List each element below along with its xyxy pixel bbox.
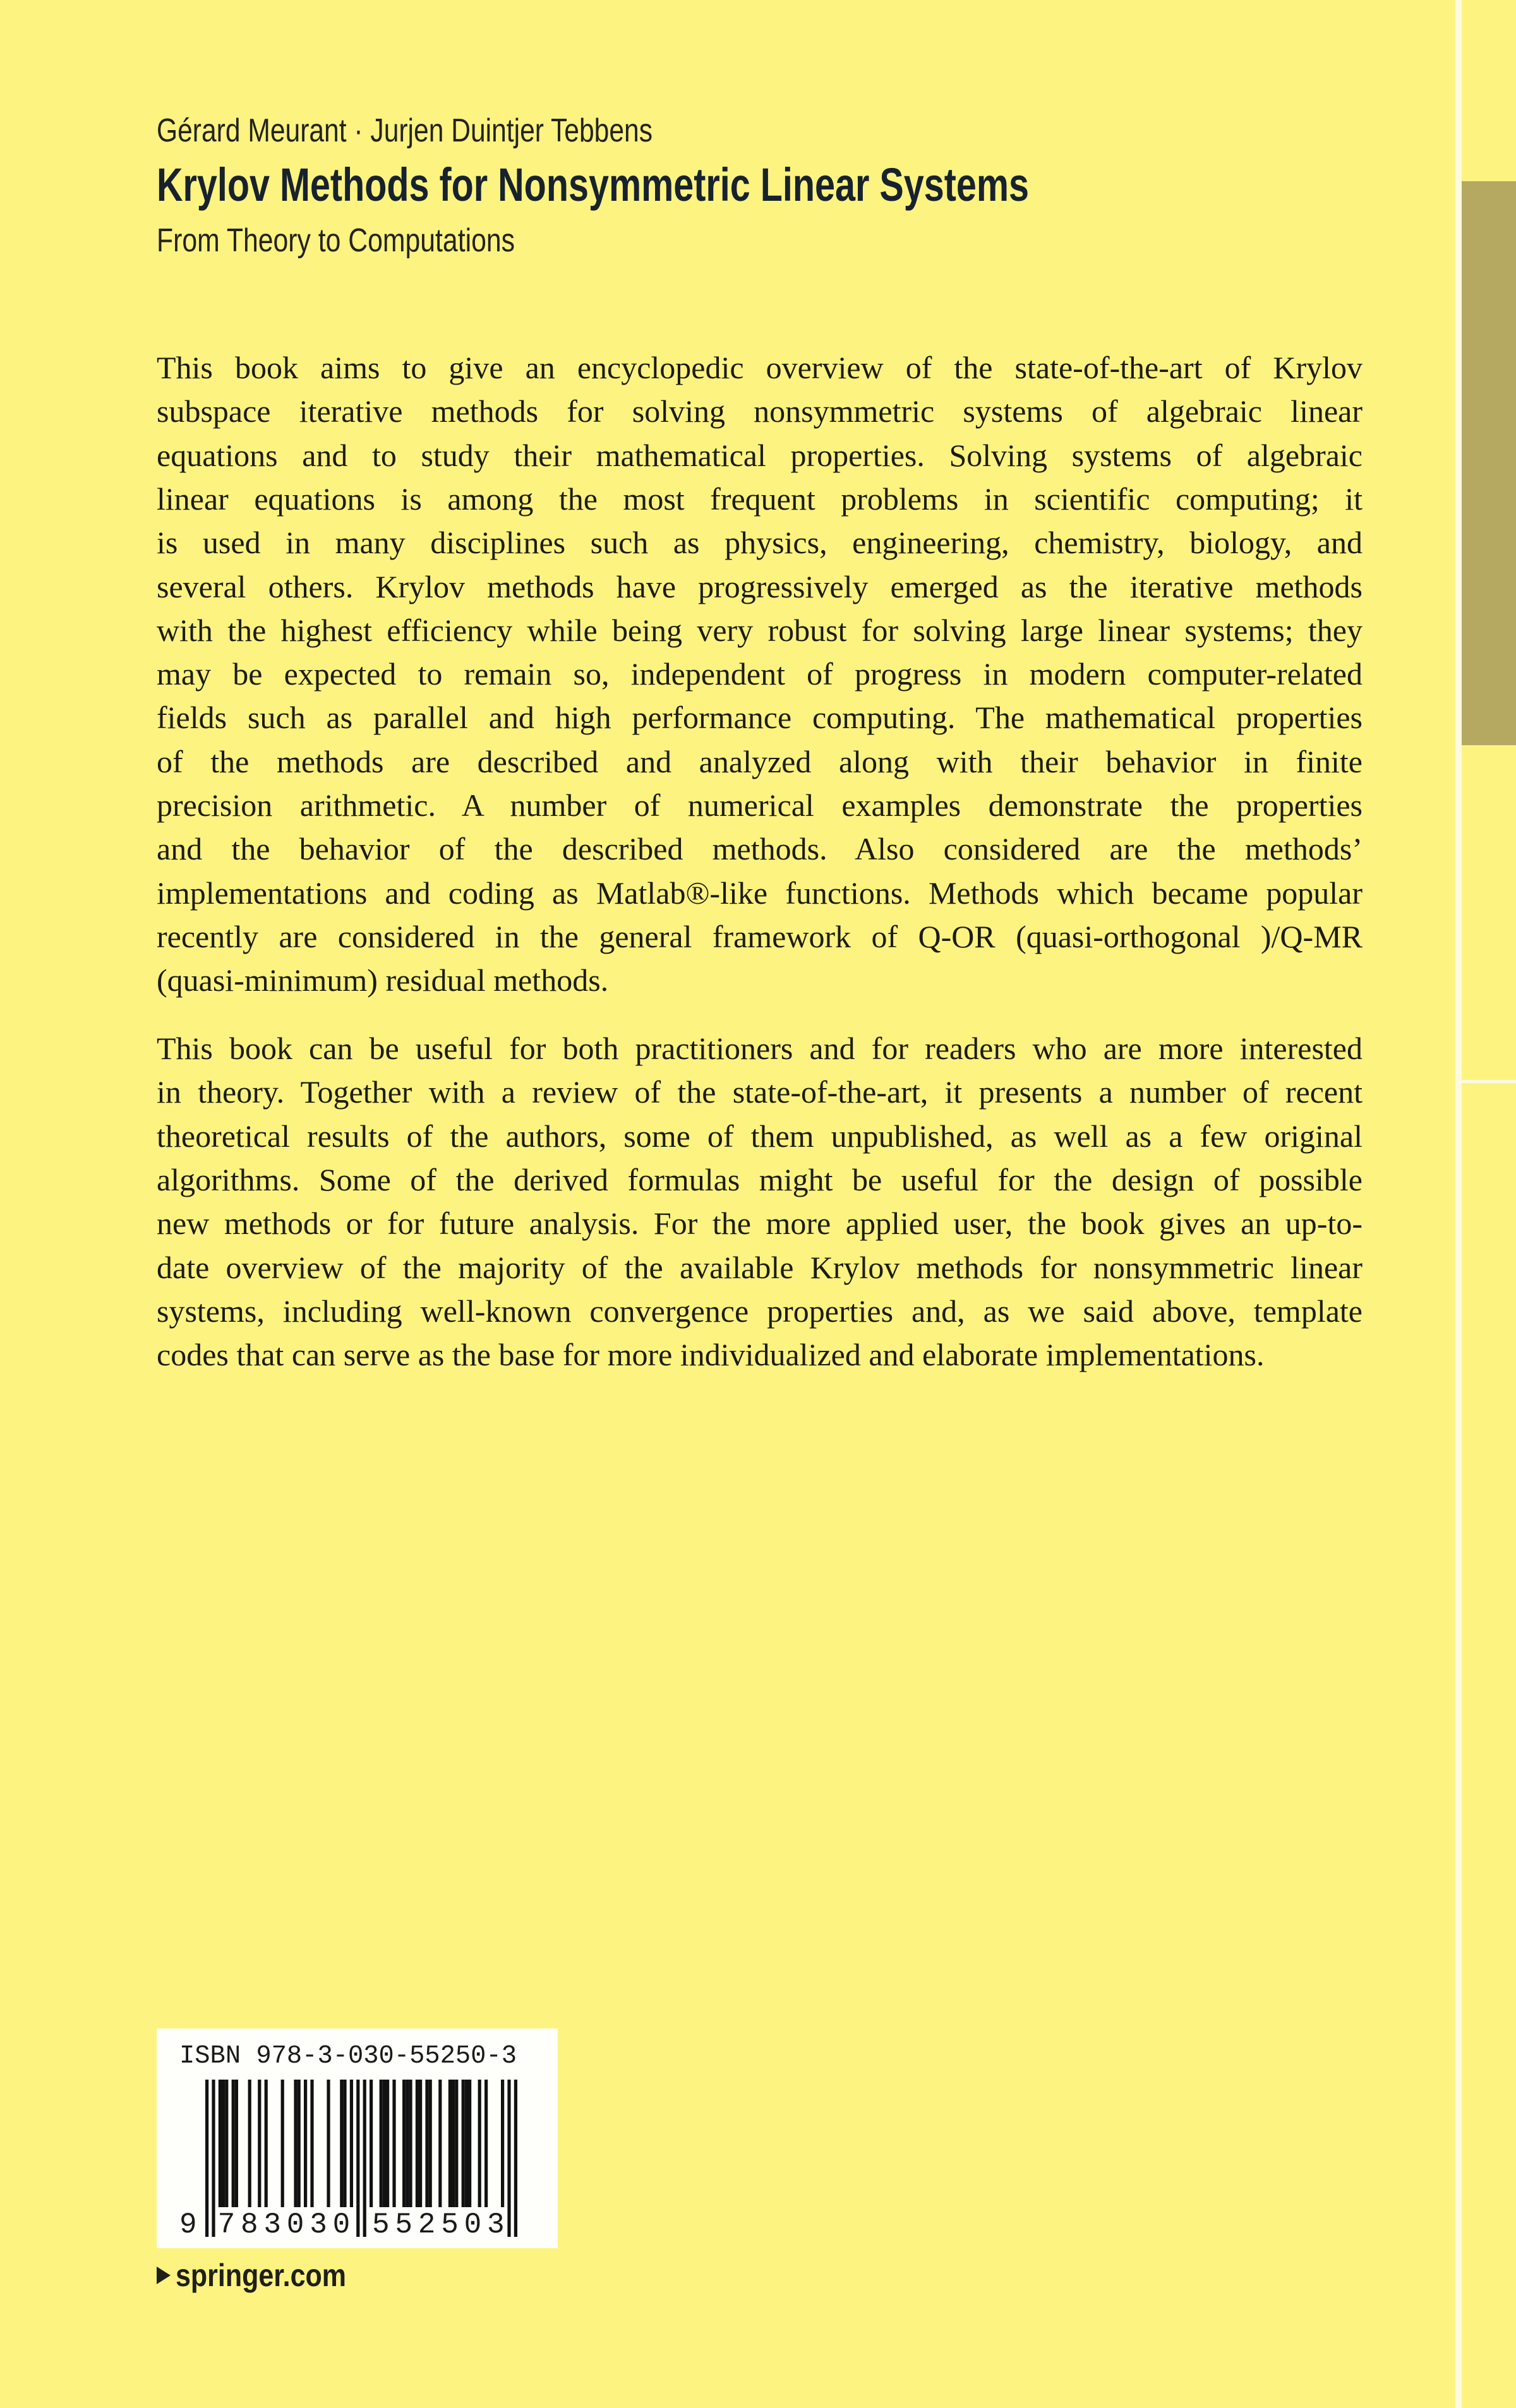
blurb-line-text: equations and to study their mathematical properties. Solving systems of algebraic	[157, 437, 1363, 473]
barcode-bar	[281, 2080, 284, 2207]
barcode-bar	[265, 2080, 268, 2207]
barcode-bar	[298, 2080, 301, 2207]
blurb-line	[157, 827, 1363, 871]
barcode-bar	[429, 2080, 432, 2207]
blurb-line-text: with the highest efficiency while being very robust for solving large linear systems; they	[157, 612, 1363, 648]
blurb-line-text: several others. Krylov methods have progressively emerged as the iterative methods	[157, 568, 1363, 604]
blurb-line	[157, 1202, 1363, 1245]
barcode-bar	[392, 2080, 395, 2207]
blurb-line-text: subspace iterative methods for solving nonsymmetric systems of algebraic linear	[157, 393, 1363, 429]
barcode-bar	[383, 2080, 386, 2207]
barcode-bar	[468, 2080, 471, 2207]
barcode-bar	[438, 2080, 442, 2207]
barcode-bar	[258, 2080, 261, 2207]
blurb-line-text: may be expected to remain so, independent of progress in modern computer-related	[157, 656, 1363, 692]
barcode-digit: 3	[310, 2208, 327, 2241]
blurb-line	[157, 521, 1363, 565]
authors-text: Gérard Meurant · Jurjen Duintjer Tebbens	[157, 112, 653, 149]
triangle-right-icon	[157, 2267, 171, 2284]
barcode-digit: 9	[179, 2208, 197, 2241]
publisher-link[interactable]	[157, 2258, 374, 2293]
blurb-line	[157, 390, 1363, 433]
book-title	[157, 158, 1279, 212]
blurb-line	[157, 1246, 1363, 1290]
blurb-line-text: This book can be useful for both practitioners and for readers who are more interested	[157, 1031, 1363, 1066]
barcode-bar	[343, 2080, 346, 2207]
barcode-digit: 5	[395, 2208, 412, 2241]
blurb-line-text: codes that can serve as the base for more individualized and elaborate implementations.	[157, 1337, 1265, 1373]
barcode-bar	[350, 2080, 353, 2207]
barcode-bar	[248, 2080, 251, 2207]
barcode-bar	[452, 2080, 455, 2207]
barcode-bar	[448, 2080, 452, 2207]
barcode-bar	[386, 2080, 389, 2207]
barcode-digit: 8	[241, 2208, 258, 2241]
barcode-bar	[310, 2080, 313, 2207]
spine-edge-highlight	[1455, 0, 1462, 2408]
blurb-line-text: fields such as parallel and high performance computing. The mathematical properties	[157, 700, 1363, 736]
blurb-line	[157, 477, 1363, 521]
barcode-bar	[340, 2080, 343, 2207]
barcode-bar	[455, 2080, 458, 2207]
barcode-bar	[484, 2080, 488, 2207]
blurb-line	[157, 1333, 1363, 1377]
barcode-bar	[304, 2080, 307, 2207]
barcode-bar	[370, 2080, 373, 2207]
barcode-bar	[462, 2080, 465, 2207]
barcode-bar	[222, 2080, 225, 2207]
blurb-line	[157, 872, 1363, 915]
barcode-digit: 5	[441, 2208, 459, 2241]
spine-color-block	[1462, 181, 1516, 745]
blurb-line	[157, 784, 1363, 827]
barcode-bar	[478, 2080, 481, 2207]
barcode-digit: 0	[286, 2208, 304, 2241]
blurb-line	[157, 434, 1363, 477]
blurb-line	[157, 565, 1363, 609]
barcode-guard-bar	[363, 2080, 366, 2237]
barcode-bar	[409, 2080, 412, 2207]
isbn-barcode	[157, 2028, 558, 2248]
blurb-line	[157, 915, 1363, 959]
barcode-bar	[380, 2080, 383, 2207]
blurb-line	[157, 1070, 1363, 1114]
spine-divider-line	[1462, 1080, 1516, 1083]
barcode-bar	[406, 2080, 409, 2207]
barcode-digit: 3	[263, 2208, 281, 2241]
barcode-guard-bar	[205, 2080, 208, 2237]
barcode-bar	[327, 2080, 330, 2207]
blurb-line	[157, 1290, 1363, 1333]
blurb-line	[157, 959, 1363, 1002]
barcode-digit: 3	[487, 2208, 505, 2241]
blurb-line	[157, 346, 1363, 390]
blurb-line-text: implementations and coding as Matlab®-like functions. Methods which became popular	[157, 875, 1363, 911]
blurb-line-text: theoretical results of the authors, some of them unpublished, as well as a few original	[157, 1118, 1363, 1154]
barcode-digit: 0	[332, 2208, 351, 2241]
book-subtitle	[157, 219, 593, 263]
blurb-line-text: is used in many disciplines such as physics, engineering, chemistry, biology, and	[157, 525, 1363, 561]
barcode-digit: 7	[217, 2208, 236, 2241]
barcode-bar	[465, 2080, 468, 2207]
blurb-line	[157, 1027, 1363, 1070]
barcode-guard-bar	[356, 2080, 359, 2237]
blurb-line-text: This book aims to give an encyclopedic overview of the state-of-the-art of Krylov	[157, 350, 1363, 385]
blurb-line-text: of the methods are described and analyzed along with their behavior in finite	[157, 743, 1363, 779]
blurb-line-text: linear equations is among the most frequent problems in scientific computing; it	[157, 481, 1363, 517]
blurb-line	[157, 609, 1363, 652]
blurb-line-text: date overview of the majority of the available Krylov methods for nonsymmetric linear	[157, 1249, 1363, 1285]
barcode-bar	[294, 2080, 297, 2207]
blurb-line	[157, 696, 1363, 740]
book-title-text: Krylov Methods for Nonsymmetric Linear Systems	[157, 159, 1029, 211]
publisher-link-text[interactable]: springer.com	[176, 2258, 346, 2293]
blurb-line-text: precision arithmetic. A number of numerical examples demonstrate the properties	[157, 788, 1363, 823]
blurb-line	[157, 1115, 1363, 1158]
blurb-line-text: (quasi-minimum) residual methods.	[157, 962, 609, 998]
barcode-bar	[501, 2080, 504, 2207]
blurb-line-text: systems, including well-known convergence properties and, as we said above, template	[157, 1293, 1363, 1329]
barcode-bar	[425, 2080, 428, 2207]
book-subtitle-text: From Theory to Computations	[157, 222, 515, 259]
barcode-bar	[402, 2080, 406, 2207]
blurb-line-text: in theory. Together with a review of the state-of-the-art, it presents a number of recent	[157, 1074, 1363, 1110]
barcode-digit: 2	[418, 2208, 436, 2241]
blurb-line-text: new methods or for future analysis. For the more applied user, the book gives an up-to-	[157, 1206, 1363, 1242]
barcode-digit: 5	[372, 2208, 390, 2241]
barcode-bar	[219, 2080, 222, 2207]
barcode-guard-bar	[507, 2080, 510, 2237]
blurb-line-text: recently are considered in the general framework of Q-OR (quasi-orthogonal )/Q-MR	[157, 918, 1363, 954]
barcode-bar	[225, 2080, 228, 2207]
authors	[157, 109, 762, 153]
barcode-guard-bar	[514, 2080, 517, 2237]
barcode-bar	[232, 2080, 235, 2207]
barcode-bar	[235, 2080, 238, 2207]
blurb-line	[157, 1158, 1363, 1202]
barcode-bar	[419, 2080, 422, 2207]
blurb-line	[157, 652, 1363, 696]
blurb-line-text: and the behavior of the described methods. Also considered are the methods’	[157, 831, 1363, 867]
isbn-label-text: ISBN 978-3-030-55250-3	[179, 2042, 517, 2071]
blurb-line-text: algorithms. Some of the derived formulas might be useful for the design of possible	[157, 1161, 1363, 1197]
barcode-guard-bar	[212, 2080, 215, 2237]
barcode-digit: 0	[464, 2208, 482, 2241]
blurb-line	[157, 740, 1363, 784]
barcode-bar	[416, 2080, 419, 2207]
